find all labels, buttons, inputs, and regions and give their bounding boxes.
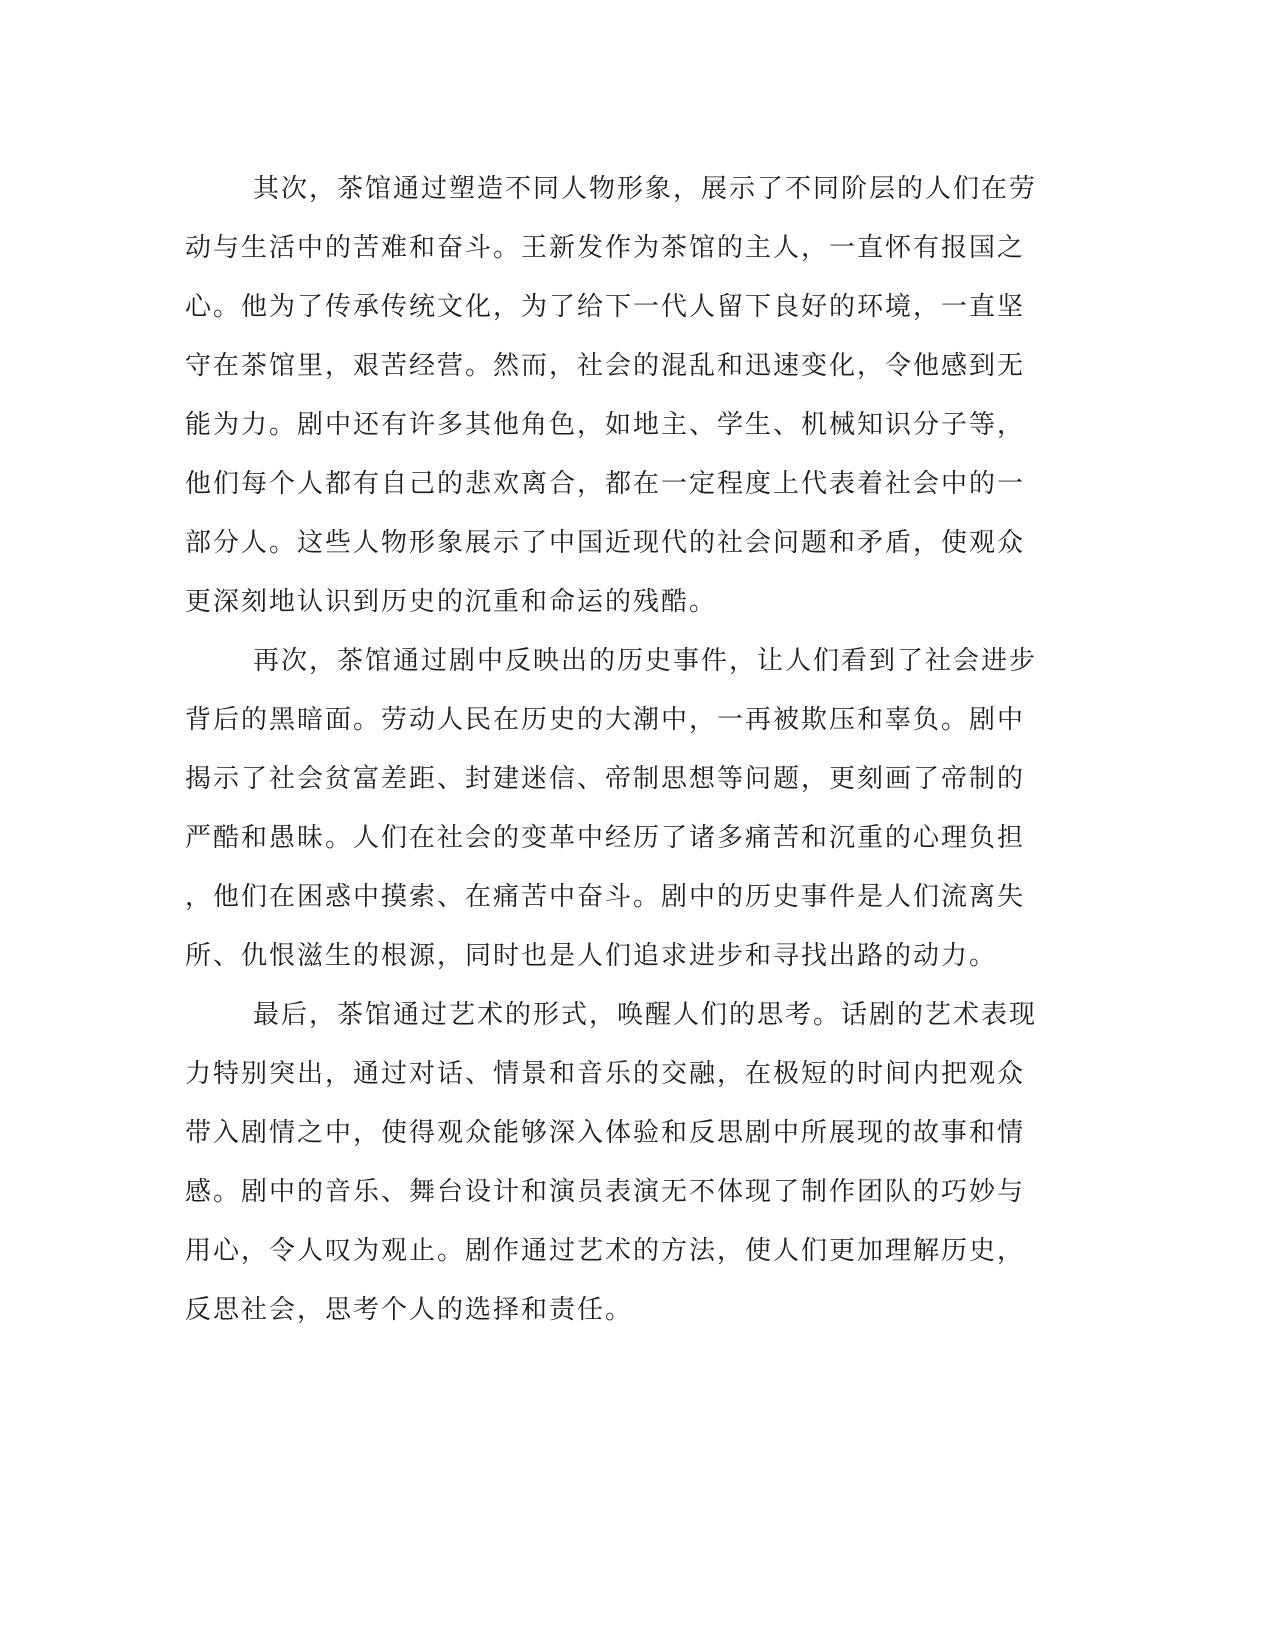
paragraph-line: 揭示了社会贫富差距、封建迷信、帝制思想等问题，更刻画了帝制的 [185, 764, 1026, 794]
paragraph-line: 更深刻地认识到历史的沉重和命运的残酷。 [185, 587, 718, 617]
paragraph-line: 反思社会，思考个人的选择和责任。 [185, 1295, 634, 1325]
paragraph-history [185, 632, 1045, 986]
document-body [185, 160, 1045, 1340]
paragraph-art [185, 986, 1045, 1340]
paragraph-line: 背后的黑暗面。劳动人民在历史的大潮中，一再被欺压和辜负。剧中 [185, 705, 1026, 735]
paragraph-line: 带入剧情之中，使得观众能够深入体验和反思剧中所展现的故事和情 [185, 1118, 1026, 1148]
paragraph-line: 所、仇恨滋生的根源，同时也是人们追求进步和寻找出路的动力。 [185, 941, 998, 971]
paragraph-line: 能为力。剧中还有许多其他角色，如地主、学生、机械知识分子等， [185, 410, 1026, 440]
paragraph-line: 心。他为了传承传统文化，为了给下一代人留下良好的环境，一直坚 [185, 292, 1026, 322]
paragraph-line: 力特别突出，通过对话、情景和音乐的交融，在极短的时间内把观众 [185, 1059, 1026, 1089]
paragraph-line: 他们每个人都有自己的悲欢离合，都在一定程度上代表着社会中的一 [185, 469, 1026, 499]
paragraph-line: 动与生活中的苦难和奋斗。王新发作为茶馆的主人，一直怀有报国之 [185, 233, 1026, 263]
paragraph-line: 部分人。这些人物形象展示了中国近现代的社会问题和矛盾，使观众 [185, 528, 1026, 558]
paragraph-line: 最后，茶馆通过艺术的形式，唤醒人们的思考。话剧的艺术表现 [253, 1000, 1038, 1030]
paragraph-line: 严酷和愚昧。人们在社会的变革中经历了诸多痛苦和沉重的心理负担 [185, 823, 1026, 853]
paragraph-line: ，他们在困惑中摸索、在痛苦中奋斗。剧中的历史事件是人们流离失 [185, 882, 1026, 912]
paragraph-line: 再次，茶馆通过剧中反映出的历史事件，让人们看到了社会进步 [253, 646, 1038, 676]
paragraph-characters [185, 160, 1045, 632]
paragraph-line: 感。剧中的音乐、舞台设计和演员表演无不体现了制作团队的巧妙与 [185, 1177, 1026, 1207]
paragraph-line: 守在茶馆里，艰苦经营。然而，社会的混乱和迅速变化，令他感到无 [185, 351, 1026, 381]
paragraph-line: 用心，令人叹为观止。剧作通过艺术的方法，使人们更加理解历史， [185, 1236, 1026, 1266]
paragraph-line: 其次，茶馆通过塑造不同人物形象，展示了不同阶层的人们在劳 [253, 174, 1038, 204]
